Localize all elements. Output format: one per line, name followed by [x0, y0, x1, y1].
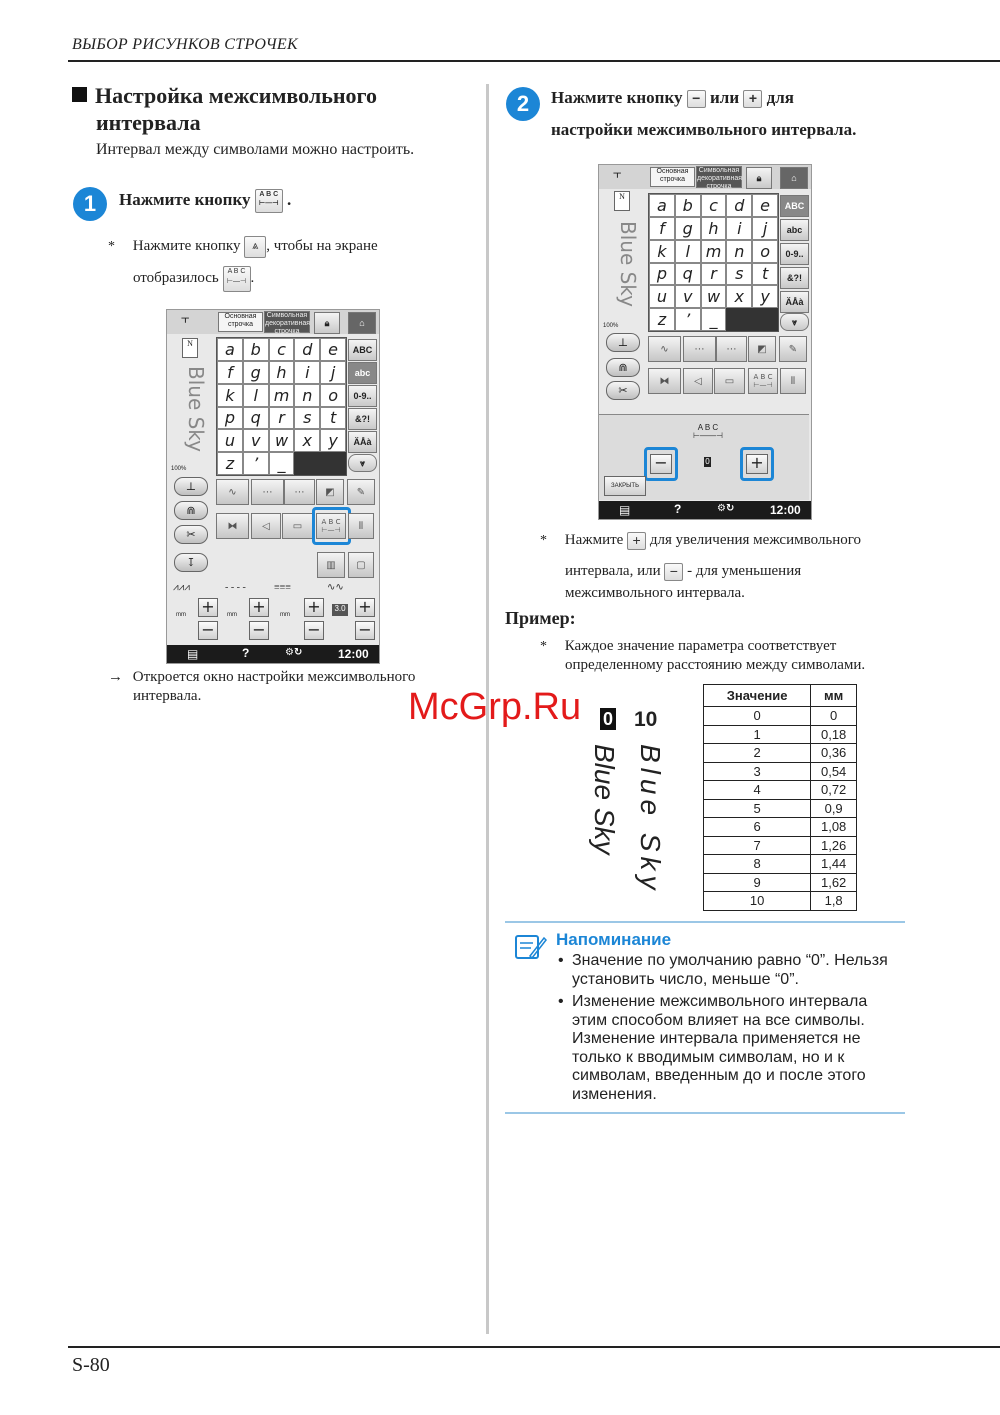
- section-title: [72, 82, 377, 136]
- screen-bottom-bar: [167, 645, 379, 663]
- tab-basic-stitch[interactable]: Основная строчка: [218, 312, 263, 332]
- key-h[interactable]: h: [269, 361, 295, 384]
- value-cell: 5: [704, 799, 811, 818]
- char-spacing-key-icon: A B C ⊢—⊣: [223, 266, 251, 292]
- mm-cell: 0,9: [811, 799, 857, 818]
- key-u[interactable]: u: [649, 285, 675, 308]
- key-apostrophe[interactable]: ’: [243, 452, 269, 475]
- stitch-preview: Blue Sky: [616, 221, 640, 308]
- example-heading: Пример:: [505, 608, 576, 628]
- key-uppercase[interactable]: ABC: [348, 339, 377, 361]
- foot-n-icon: N: [182, 338, 198, 358]
- table-row: [704, 855, 857, 874]
- tension-plus-button[interactable]: +: [304, 598, 324, 617]
- key-d[interactable]: d: [294, 338, 320, 361]
- minus-key-icon: −: [687, 90, 706, 108]
- clock: 12:00: [338, 647, 369, 661]
- density-icon[interactable]: ⦀: [348, 513, 374, 539]
- table-row: [704, 873, 857, 892]
- density-icon[interactable]: ⦀: [780, 368, 806, 394]
- key-f[interactable]: f: [217, 361, 243, 384]
- presser-foot-icon: ⫟: [613, 167, 622, 182]
- key-underscore[interactable]: _: [701, 308, 727, 331]
- highlight-char-spacing: [312, 507, 351, 545]
- eraser-icon[interactable]: ◩: [748, 336, 776, 362]
- table-row: [704, 707, 857, 726]
- book-icon[interactable]: ▥: [317, 552, 345, 578]
- key-a[interactable]: a: [649, 194, 675, 217]
- mm-cell: 0,18: [811, 725, 857, 744]
- key-z[interactable]: z: [649, 308, 675, 331]
- screen-bottom-bar: [599, 501, 811, 519]
- key-s[interactable]: s: [294, 407, 320, 430]
- mm-label: mm: [227, 612, 237, 618]
- help-button[interactable]: ?: [674, 502, 682, 516]
- tab-basic-stitch[interactable]: Основная строчка: [650, 167, 695, 187]
- key-v[interactable]: v: [243, 429, 269, 452]
- example-text-spacing-0: Blue Sky: [589, 744, 620, 855]
- step-1-text: [119, 189, 291, 213]
- example-text-spacing-10: Blue Sky: [635, 744, 666, 895]
- example-label-0: 0: [600, 708, 616, 730]
- clock: 12:00: [770, 503, 801, 517]
- note-marker: *: [540, 639, 547, 654]
- key-z[interactable]: z: [217, 452, 243, 475]
- key-s[interactable]: s: [726, 263, 752, 286]
- stitch-width-icon: ⩘⩘⩘: [173, 582, 190, 593]
- wave-icon: ∿∿: [327, 582, 344, 593]
- section-intro: Интервал между символами можно настроить.: [96, 141, 415, 158]
- char-spacing-icon: A B C ⊢——⊣: [693, 423, 723, 440]
- key-apostrophe[interactable]: ’: [675, 308, 701, 331]
- key-e[interactable]: e: [320, 338, 346, 361]
- memo-top-rule: [505, 921, 905, 923]
- key-uppercase[interactable]: ABC: [780, 195, 809, 217]
- spacing-value: 0: [705, 457, 710, 466]
- running-header: ВЫБОР РИСУНКОВ СТРОЧЕК: [72, 36, 298, 53]
- key-i[interactable]: i: [294, 361, 320, 384]
- key-q[interactable]: q: [243, 407, 269, 430]
- key-x[interactable]: x: [726, 285, 752, 308]
- tension-icon: ≡≡≡: [274, 582, 291, 593]
- value-cell: 6: [704, 818, 811, 837]
- back-icon[interactable]: ◁: [683, 368, 713, 394]
- pattern-icon[interactable]: ⋯: [284, 479, 315, 505]
- result-arrow: →: [108, 669, 123, 685]
- note-text: определенному расстоянию между символами.: [565, 657, 866, 673]
- settings-icon[interactable]: ⚙↻: [285, 647, 303, 658]
- value-cell: 4: [704, 781, 811, 800]
- spacing-table: [703, 684, 857, 911]
- mm-label: mm: [280, 612, 290, 618]
- step-1-note-cont: [133, 262, 254, 294]
- example-note: [540, 637, 865, 674]
- key-b[interactable]: b: [243, 338, 269, 361]
- settings-icon[interactable]: ⚙↻: [717, 503, 735, 514]
- back-icon[interactable]: ◁: [251, 513, 281, 539]
- highlight-minus: [644, 447, 678, 481]
- tension-minus-button[interactable]: −: [304, 621, 324, 640]
- table-row: [704, 818, 857, 837]
- edit-icon[interactable]: ∿: [648, 336, 681, 362]
- note-text: , чтобы на экране: [266, 238, 378, 254]
- step-1-badge: 1: [73, 187, 107, 221]
- note-text: интервала, или: [565, 563, 661, 579]
- key-accents[interactable]: ÄÅà: [348, 431, 377, 453]
- key-i[interactable]: i: [726, 217, 752, 240]
- mm-cell: 1,8: [811, 892, 857, 911]
- key-e[interactable]: e: [752, 194, 778, 217]
- tab-decorative-stitch[interactable]: Символьная декоративная строчка: [697, 167, 743, 190]
- value-cell: 8: [704, 855, 811, 874]
- key-w[interactable]: w: [269, 429, 295, 452]
- pencil-icon[interactable]: ✎: [347, 479, 375, 505]
- plus-key-icon: +: [743, 90, 762, 108]
- mm-label: mm: [176, 612, 186, 618]
- step-1-note: [108, 230, 378, 263]
- mirror-icon[interactable]: ⧓: [216, 513, 249, 539]
- value-cell: 9: [704, 873, 811, 892]
- key-empty: [320, 452, 346, 475]
- table-header-row: [704, 685, 857, 707]
- key-k[interactable]: k: [649, 240, 675, 263]
- spacing-dialog: [599, 414, 809, 500]
- presser-foot-lever-icon[interactable]: ↧: [174, 553, 208, 572]
- section-title-line1: Настройка межсимвольного: [95, 83, 377, 108]
- header-divider: [68, 60, 1000, 62]
- highlight-plus: [740, 447, 774, 481]
- step-1-result: [108, 668, 415, 706]
- key-d[interactable]: d: [726, 194, 752, 217]
- key-numbers[interactable]: 0-9..: [348, 385, 377, 407]
- zoom-label: 100%: [171, 466, 187, 472]
- step-2-label: или: [710, 88, 740, 107]
- key-j[interactable]: j: [752, 217, 778, 240]
- key-t[interactable]: t: [752, 263, 778, 286]
- reverse-stitch-icon[interactable]: ⋒: [174, 501, 208, 520]
- note-text: Нажмите: [564, 532, 624, 548]
- mm-cell: 0,54: [811, 762, 857, 781]
- example-label-10: 10: [634, 708, 658, 731]
- mirror-icon[interactable]: ⧓: [648, 368, 681, 394]
- value-cell: 10: [704, 892, 811, 911]
- step-2-label: для: [766, 88, 794, 107]
- pattern-icon[interactable]: ⋯: [251, 479, 284, 505]
- plus-key-icon: +: [627, 532, 646, 550]
- mm-cell: 0,72: [811, 781, 857, 800]
- pattern-icon[interactable]: ⋯: [683, 336, 716, 362]
- tab-decorative-stitch[interactable]: Символьная декоративная строчка: [265, 312, 311, 335]
- lcd-screen-spacing: [598, 164, 812, 520]
- page-up-icon: ⩓: [244, 236, 266, 258]
- key-h[interactable]: h: [701, 217, 727, 240]
- value-cell: 1: [704, 725, 811, 744]
- home-icon[interactable]: ⌂: [348, 312, 376, 334]
- result-text: Откроется окно настройки межсимвольного: [132, 669, 416, 685]
- note-text: отобразилось: [133, 270, 219, 286]
- step-2-text: [551, 88, 794, 108]
- lcd-screen-keyboard: [166, 309, 380, 664]
- reverse-stitch-icon[interactable]: ⋒: [606, 358, 640, 377]
- home-icon[interactable]: ⌂: [780, 167, 808, 189]
- memory-icon[interactable]: ▢: [348, 552, 374, 578]
- memo-list: [556, 952, 896, 1108]
- key-p[interactable]: p: [649, 263, 675, 286]
- memo-title: Напоминание: [556, 930, 672, 949]
- table-row: [704, 744, 857, 763]
- table-row: [704, 799, 857, 818]
- square-bullet-icon: [72, 87, 87, 102]
- key-underscore[interactable]: _: [269, 452, 295, 475]
- mm-cell: 1,44: [811, 855, 857, 874]
- char-spacing-button[interactable]: A B C ⊢—⊣: [316, 513, 346, 539]
- width-minus-button[interactable]: −: [198, 621, 218, 640]
- page-down-icon[interactable]: ⩔: [780, 313, 809, 331]
- size-icon[interactable]: ▭: [714, 368, 745, 394]
- memo-notepad-icon: [513, 932, 547, 962]
- memo-item: • Значение по умолчанию равно “0”. Нельзя установить число, меньше “0”.: [556, 952, 896, 989]
- key-x[interactable]: x: [294, 429, 320, 452]
- key-f[interactable]: f: [649, 217, 675, 240]
- key-y[interactable]: y: [320, 429, 346, 452]
- key-empty: [294, 452, 320, 475]
- key-v[interactable]: v: [675, 285, 701, 308]
- note-text: .: [250, 270, 255, 286]
- key-a[interactable]: a: [217, 338, 243, 361]
- key-r[interactable]: r: [701, 263, 727, 286]
- character-keyboard: [648, 193, 779, 332]
- table-body: [704, 707, 857, 911]
- key-q[interactable]: q: [675, 263, 701, 286]
- table-row: [704, 781, 857, 800]
- section-title-line2: интервала: [96, 110, 201, 135]
- pattern-icon[interactable]: ⋯: [716, 336, 747, 362]
- table-row: [704, 836, 857, 855]
- thread-cutter-icon[interactable]: ✂: [174, 525, 208, 544]
- note-text: Нажмите кнопку: [132, 238, 241, 254]
- key-g[interactable]: g: [675, 217, 701, 240]
- value-cell: 7: [704, 836, 811, 855]
- note-text: для увеличения межсимвольного: [649, 532, 862, 548]
- key-lowercase[interactable]: abc: [780, 219, 809, 241]
- char-spacing-button[interactable]: A B C ⊢—⊣: [748, 368, 778, 394]
- key-k[interactable]: k: [217, 384, 243, 407]
- value-box: 3.0: [332, 604, 348, 616]
- key-l[interactable]: l: [675, 240, 701, 263]
- help-button[interactable]: ?: [242, 646, 250, 660]
- value-cell: 3: [704, 762, 811, 781]
- key-r[interactable]: r: [269, 407, 295, 430]
- key-w[interactable]: w: [701, 285, 727, 308]
- value-cell: 2: [704, 744, 811, 763]
- table-header: мм: [811, 685, 857, 707]
- key-lowercase[interactable]: abc: [348, 362, 377, 384]
- key-c[interactable]: c: [269, 338, 295, 361]
- needle-position-icon[interactable]: ⊥: [606, 333, 640, 352]
- character-keyboard: [216, 337, 347, 476]
- key-m[interactable]: m: [269, 384, 295, 407]
- lock-icon[interactable]: 🔒︎: [746, 167, 772, 189]
- note-marker: *: [108, 239, 115, 254]
- document-icon[interactable]: ▤: [619, 503, 631, 517]
- memo-item: • Изменение межсимвольного интервала этим способом влияет на все символы. Изменение интервала применяется не только к вводимым символам, но и к символам, введенным до и после этого изменения.: [556, 993, 896, 1104]
- step-2-note-end: межсимвольного интервала.: [565, 585, 745, 601]
- close-button[interactable]: ЗАКРЫТЬ: [604, 476, 646, 496]
- length-plus-button[interactable]: +: [249, 598, 269, 617]
- key-empty: [726, 308, 752, 331]
- needle-position-icon[interactable]: ⊥: [174, 477, 208, 496]
- mm-cell: 0: [811, 707, 857, 726]
- spacing-plus-button[interactable]: +: [746, 454, 768, 474]
- note-text: Каждое значение параметра соответствует: [564, 638, 837, 654]
- stitch-preview: Blue Sky: [184, 366, 208, 453]
- result-text: интервала.: [133, 688, 202, 704]
- presser-foot-icon: ⫟: [181, 312, 190, 327]
- key-b[interactable]: b: [675, 194, 701, 217]
- key-n[interactable]: n: [726, 240, 752, 263]
- key-l[interactable]: l: [243, 384, 269, 407]
- size-icon[interactable]: ▭: [282, 513, 313, 539]
- key-n[interactable]: n: [294, 384, 320, 407]
- step-2-text-line2: настройки межсимвольного интервала.: [551, 120, 857, 139]
- key-symbols[interactable]: &?!: [780, 267, 809, 289]
- key-o[interactable]: o: [752, 240, 778, 263]
- memo-bottom-rule: [505, 1112, 905, 1114]
- value-plus-button[interactable]: +: [355, 598, 375, 617]
- step-1-label: Нажмите кнопку: [119, 189, 251, 209]
- length-minus-button[interactable]: −: [249, 621, 269, 640]
- foot-n-icon: N: [614, 191, 630, 211]
- step-2-label: Нажмите кнопку: [551, 88, 683, 107]
- mm-cell: 1,08: [811, 818, 857, 837]
- page-down-icon[interactable]: ⩔: [348, 454, 377, 472]
- footer-divider: [68, 1346, 1000, 1348]
- key-o[interactable]: o: [320, 384, 346, 407]
- edit-icon[interactable]: ∿: [216, 479, 249, 505]
- note-text: - для уменьшения: [687, 563, 802, 579]
- step-2-badge: 2: [506, 87, 540, 121]
- note-marker: *: [540, 533, 547, 548]
- table-header: Значение: [704, 685, 811, 707]
- key-numbers[interactable]: 0-9..: [780, 243, 809, 265]
- step-1-period: .: [287, 189, 292, 209]
- page-number: S-80: [72, 1354, 110, 1376]
- table-row: [704, 892, 857, 911]
- eraser-icon[interactable]: ◩: [316, 479, 344, 505]
- table-row: [704, 762, 857, 781]
- mm-cell: 1,62: [811, 873, 857, 892]
- stitch-length-icon: - - - -: [225, 582, 246, 593]
- spacing-minus-button[interactable]: −: [650, 454, 672, 474]
- thread-cutter-icon[interactable]: ✂: [606, 381, 640, 400]
- key-accents[interactable]: ÄÅà: [780, 291, 809, 313]
- key-symbols[interactable]: &?!: [348, 408, 377, 430]
- document-icon[interactable]: ▤: [187, 647, 199, 661]
- lock-icon[interactable]: 🔒︎: [314, 312, 340, 334]
- key-empty: [752, 308, 778, 331]
- key-c[interactable]: c: [701, 194, 727, 217]
- table-row: [704, 725, 857, 744]
- key-j[interactable]: j: [320, 361, 346, 384]
- key-t[interactable]: t: [320, 407, 346, 430]
- char-spacing-key-icon: A B C ⊢—⊣: [255, 189, 283, 213]
- key-p[interactable]: p: [217, 407, 243, 430]
- key-m[interactable]: m: [701, 240, 727, 263]
- value-cell: 0: [704, 707, 811, 726]
- pencil-icon[interactable]: ✎: [779, 336, 807, 362]
- minus-key-icon: −: [664, 563, 683, 581]
- step-2-note: [540, 525, 861, 556]
- mm-cell: 1,26: [811, 836, 857, 855]
- watermark: McGrp.Ru: [408, 686, 582, 728]
- mm-cell: 0,36: [811, 744, 857, 763]
- key-g[interactable]: g: [243, 361, 269, 384]
- key-y[interactable]: y: [752, 285, 778, 308]
- zoom-label: 100%: [603, 323, 619, 329]
- width-plus-button[interactable]: +: [198, 598, 218, 617]
- key-u[interactable]: u: [217, 429, 243, 452]
- value-minus-button[interactable]: −: [355, 621, 375, 640]
